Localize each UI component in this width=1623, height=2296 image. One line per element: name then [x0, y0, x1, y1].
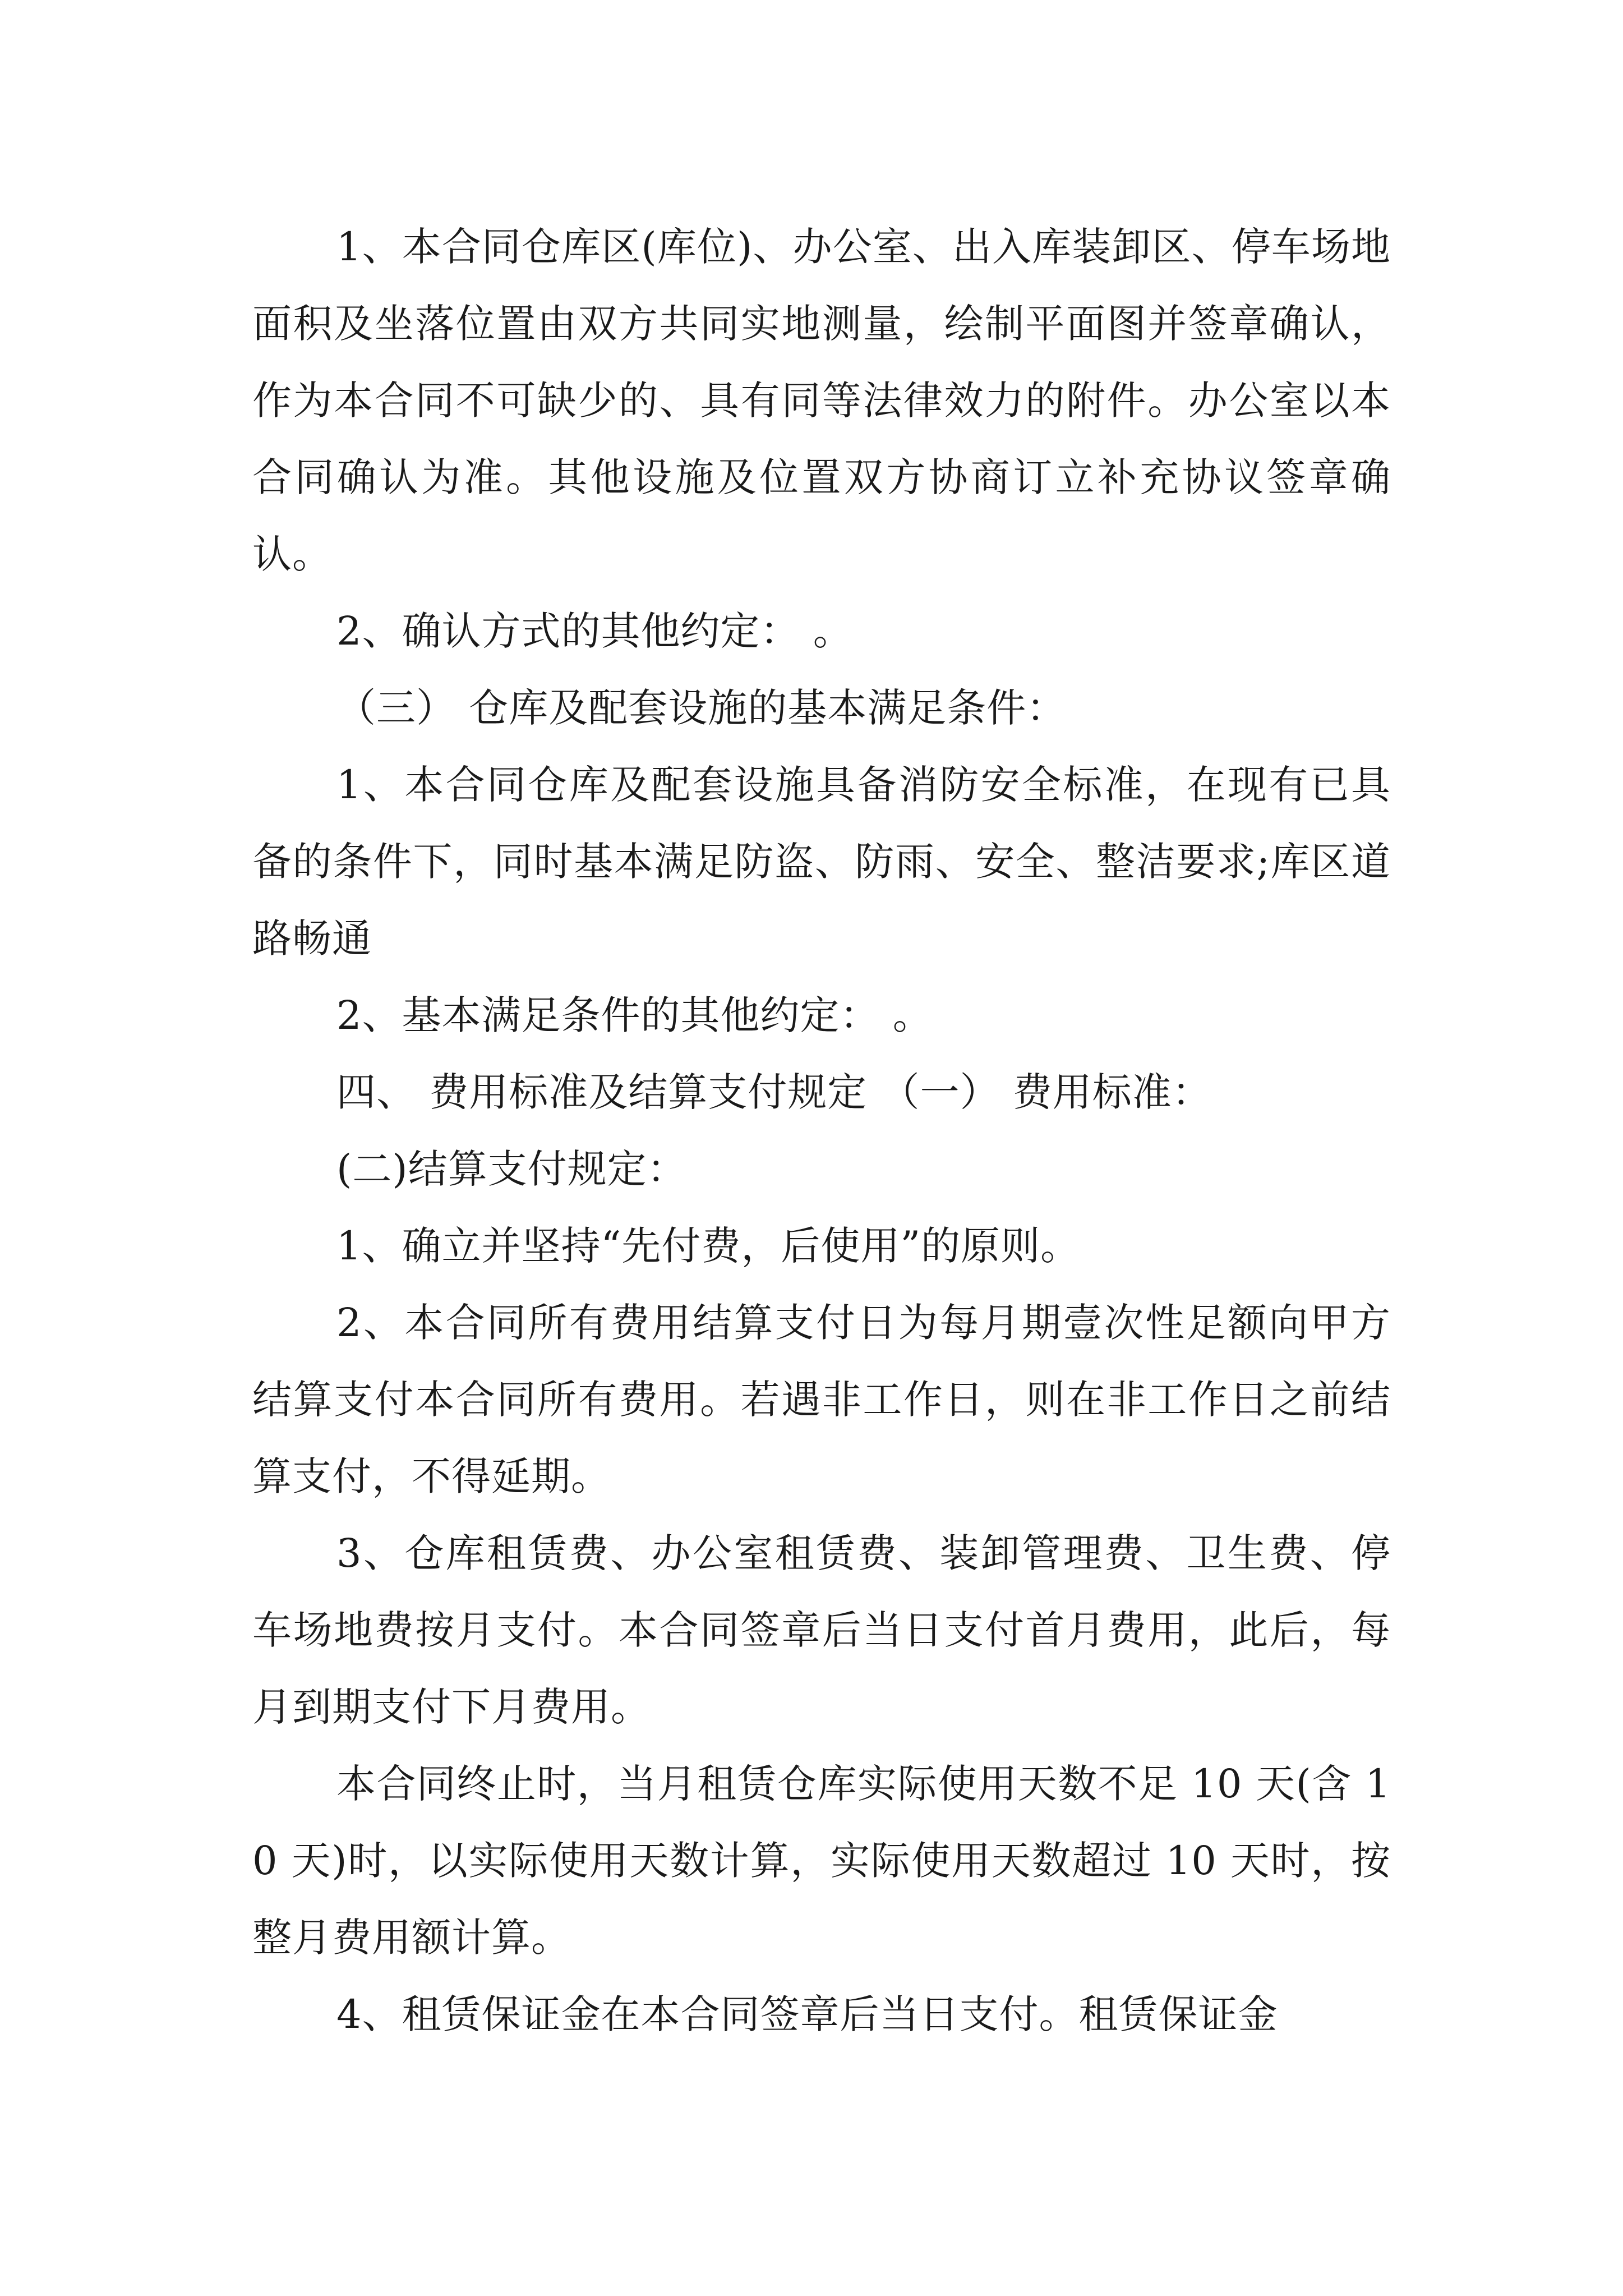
contract-body [252, 209, 1391, 2053]
paragraph-12: 4、租赁保证金在本合同签章后当日支付。租赁保证金 [336, 1991, 1278, 2037]
paragraph-4: 1、本合同仓库及配套设施具备消防安全标准，在现有已具备的条件下，同时基本满足防盗、防雨、安全、整洁要求;库区道路畅通 [252, 762, 1391, 961]
paragraph-11: 本合同终止时，当月租赁仓库实际使用天数不足 10 天(含 10 天)时，以实际使用天数计算，实际使用天数超过 10 天时，按整月费用额计算。 [252, 1761, 1391, 1961]
paragraph-6: 四、 费用标准及结算支付规定 （一） 费用标准： [336, 1069, 1212, 1115]
paragraph-10: 3、仓库租赁费、办公室租赁费、装卸管理费、卫生费、停车场地费按月支付。本合同签章后当日支付首月费用，此后，每月到期支付下月费用。 [252, 1530, 1391, 1730]
paragraph-1: 1、本合同仓库区(库位)、办公室、出入库装卸区、停车场地面积及坐落位置由双方共同实地测量，绘制平面图并签章确认，作为本合同不可缺少的、具有同等法律效力的附件。办公室以本合同确认为准。其他设施及位置双方协商订立补充协议签章确认。 [252, 224, 1391, 577]
paragraph-8: 1、确立并坚持“先付费，后使用”的原则。 [336, 1223, 1081, 1269]
paragraph-2: 2、确认方式的其他约定： 。 [336, 608, 853, 654]
paragraph-7: (二)结算支付规定： [336, 1146, 687, 1192]
paragraph-3: （三） 仓库及配套设施的基本满足条件： [336, 685, 1067, 731]
paragraph-5: 2、基本满足条件的其他约定： 。 [336, 992, 933, 1038]
paragraph-9: 2、本合同所有费用结算支付日为每月期壹次性足额向甲方结算支付本合同所有费用。若遇非工作日，则在非工作日之前结算支付，不得延期。 [252, 1300, 1391, 1499]
